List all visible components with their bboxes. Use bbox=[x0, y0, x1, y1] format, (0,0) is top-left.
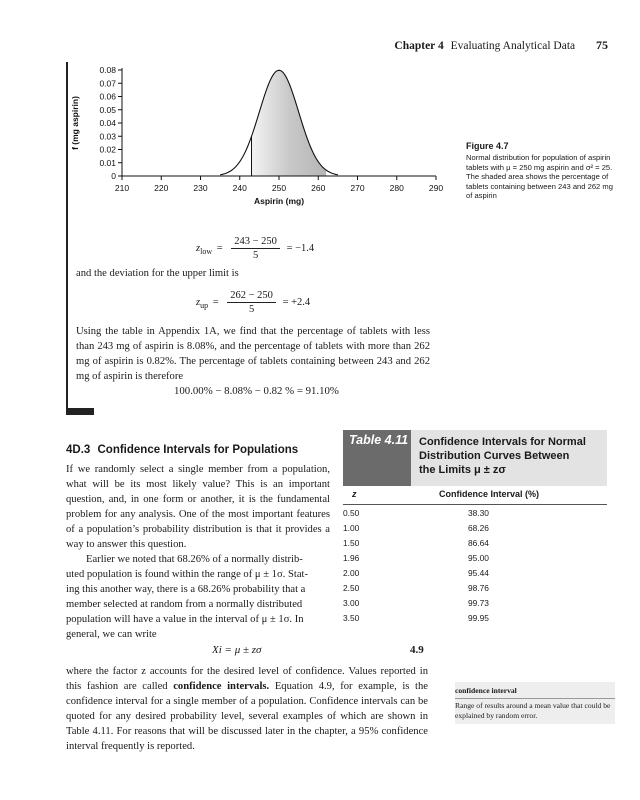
table-cell-z: 2.50 bbox=[343, 583, 360, 593]
z-up-subscript: up bbox=[200, 301, 209, 310]
percent-calculation: 100.00% − 8.08% − 0.82 % = 91.10% bbox=[174, 385, 339, 397]
table-cell-z: 1.96 bbox=[343, 553, 360, 563]
x-tick-label: 260 bbox=[311, 183, 326, 193]
table-label: Table 4.11 bbox=[343, 430, 411, 486]
y-tick-label: 0 bbox=[111, 171, 116, 181]
normal-distribution-chart bbox=[68, 62, 460, 218]
page-number: 75 bbox=[596, 38, 608, 52]
section-intro-paragraph: If we randomly select a single member from a population, what will be its most likely value? This is an important question, and, in one form or another, it is the fundamental problem for any analysis. One of the most important features of a population’s probability distribution is that it provides a way to answer this question. bbox=[66, 464, 330, 550]
table-cell-ci: 95.00 bbox=[468, 553, 489, 563]
z-up-numerator: 262 − 250 bbox=[227, 290, 276, 303]
z-up-symbol: z bbox=[196, 296, 201, 308]
left-margin-block bbox=[66, 408, 94, 415]
y-tick-label: 0.07 bbox=[99, 78, 116, 89]
z-low-subscript: low bbox=[200, 247, 213, 256]
closing-text-b: Equation 4.9, for example, is the confidence interval for a single member of a population. Confidence intervals can be quoted for any desired probability level, several examples of which are shown in Table 4.11. For reasons that will be discussed later in the chapter, a 95% confidence interval frequently is reported. bbox=[66, 681, 429, 752]
margin-note bbox=[455, 682, 615, 724]
closing-paragraph bbox=[66, 664, 428, 754]
table-cell-z: 2.00 bbox=[343, 568, 360, 578]
z-low-denominator: 5 bbox=[252, 250, 259, 261]
z-low-numerator: 243 − 250 bbox=[231, 236, 280, 249]
x-tick-label: 290 bbox=[428, 183, 444, 193]
z-up-result: = +2.4 bbox=[282, 296, 311, 308]
table-cell-ci: 95.44 bbox=[468, 568, 489, 578]
table-cell-ci: 68.26 bbox=[468, 523, 489, 533]
earlier-line: population will have a value in the interval of μ ± 1σ. In bbox=[66, 614, 304, 625]
chapter-label: Chapter 4 bbox=[394, 40, 444, 52]
y-axis-label: f (mg aspirin) bbox=[70, 96, 80, 150]
x-tick-label: 240 bbox=[232, 183, 247, 193]
y-tick-label: 0.05 bbox=[99, 104, 116, 115]
y-tick-label: 0.01 bbox=[99, 157, 116, 168]
equation-z-low: $z_{low}$ = $\frac{243 - 250}{5}$ = −1.4 bbox=[196, 236, 315, 261]
x-tick-label: 250 bbox=[271, 183, 287, 193]
table-title bbox=[411, 430, 607, 486]
y-tick-label: 0.06 bbox=[99, 91, 116, 102]
x-tick-label: 220 bbox=[154, 183, 169, 193]
column-header-ci: Confidence Interval (%) bbox=[439, 489, 540, 499]
earlier-line: general, we can write bbox=[66, 629, 157, 640]
table-cell-ci: 38.30 bbox=[468, 508, 489, 518]
section-number: 4D.3 bbox=[66, 444, 91, 456]
table-cell-z: 3.50 bbox=[343, 613, 360, 623]
column-header-z: z bbox=[352, 489, 357, 499]
earlier-line: ing this another way, there is a 68.26% probability that a bbox=[66, 584, 306, 595]
y-tick-label: 0.08 bbox=[99, 65, 116, 75]
z-up-denominator: 5 bbox=[248, 304, 255, 315]
table-cell-ci: 98.76 bbox=[468, 583, 489, 593]
upper-limit-intro: and the deviation for the upper limit is bbox=[76, 268, 239, 279]
running-header bbox=[394, 38, 608, 53]
x-tick-label: 270 bbox=[350, 183, 365, 193]
shaded-area bbox=[252, 70, 327, 176]
confidence-intervals-term: confidence intervals. bbox=[173, 681, 270, 692]
table-cell-z: 0.50 bbox=[343, 508, 360, 518]
table-title-line: Distribution Curves Between bbox=[419, 450, 570, 462]
x-axis-label: Aspirin (mg) bbox=[253, 196, 305, 206]
x-tick-label: 210 bbox=[114, 183, 130, 193]
table-header bbox=[343, 486, 607, 505]
equation-number: 4.9 bbox=[410, 644, 424, 656]
earlier-line: uted population is found within the range of μ ± 1σ. Stat- bbox=[66, 569, 308, 580]
z-low-result: = −1.4 bbox=[286, 242, 315, 254]
figure-caption bbox=[466, 142, 616, 200]
table-title-line: Confidence Intervals for Normal bbox=[419, 436, 586, 448]
section-title: Confidence Intervals for Populations bbox=[97, 444, 299, 456]
y-tick-label: 0.04 bbox=[99, 118, 116, 128]
table-cell-ci: 86.64 bbox=[468, 538, 489, 548]
closing-text-a: where the factor z accounts for the desired level of confidence. Values reported in this fashion are called bbox=[66, 666, 428, 692]
x-tick-label: 280 bbox=[389, 183, 404, 193]
section-heading bbox=[66, 444, 298, 456]
chapter-title: Evaluating Analytical Data bbox=[450, 40, 576, 52]
margin-note-term: confidence interval bbox=[455, 686, 615, 699]
table-title-line: the Limits μ ± zσ bbox=[419, 464, 506, 476]
table-cell-ci: 99.95 bbox=[468, 613, 489, 623]
earlier-line: member selected at random from a normally distributed bbox=[66, 599, 303, 610]
table-cell-z: 1.00 bbox=[343, 523, 360, 533]
margin-note-definition: Range of results around a mean value that could be explained by random error. bbox=[455, 700, 611, 720]
figure-caption-text: Normal distribution for population of aspirin tablets with μ = 250 mg aspirin and σ² = 25. The shaded area shows the percentage of tablets containing between 243 and 262 mg of aspirin bbox=[466, 153, 613, 201]
equation-z-up: $z_{up}$ = $\frac{262 - 250}{5}$ = +2.4 bbox=[196, 290, 311, 315]
table-cell-z: 1.50 bbox=[343, 538, 360, 548]
y-tick-label: 0.02 bbox=[99, 144, 116, 155]
x-tick-label: 230 bbox=[193, 183, 208, 193]
table-cell-z: 3.00 bbox=[343, 598, 360, 608]
earlier-line: Earlier we noted that 68.26% of a normally distrib- bbox=[86, 554, 303, 565]
y-tick-label: 0.03 bbox=[99, 131, 116, 142]
z-low-symbol: z bbox=[196, 242, 201, 254]
figure-label: Figure 4.7 bbox=[466, 141, 509, 151]
table-cell-ci: 99.73 bbox=[468, 598, 489, 608]
appendix-paragraph: Using the table in Appendix 1A, we find that the percentage of tablets with less than 243 mg of aspirin is 8.08%, and the percentage of tablets with more than 262 mg of aspirin is 0.82%. The percentage of tablets containing between 243 and 262 mg of aspirin is therefore bbox=[76, 326, 430, 382]
equation-4-9: Xi = μ ± zσ bbox=[212, 644, 262, 656]
earlier-paragraph bbox=[66, 552, 330, 642]
